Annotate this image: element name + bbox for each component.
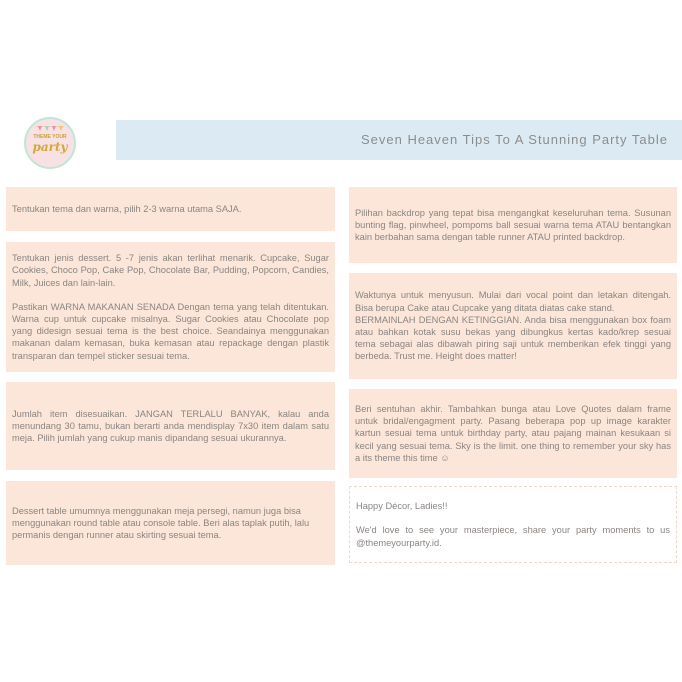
logo-text-small: THEME YOUR	[33, 134, 67, 140]
tip-text: Tentukan jenis dessert. 5 -7 jenis akan terlihat menarik. Cupcake, Sugar Cookies, Choco Pop, Cake Pop, Chocolate Bar, Pudding, Popcorn, Candies, Milk, Juices dan lain-lain.	[12, 253, 329, 288]
closing-greeting: Happy Décor, Ladies!!	[356, 501, 448, 512]
tip-card	[349, 273, 677, 379]
tip-card	[6, 481, 335, 565]
tip-text: Waktunya untuk menyusun. Mulai dari vocal point dan letakan ditengah. Bisa berupa Cake atau Cupcake yang ditata diatas cake stand.	[355, 290, 671, 313]
title-banner	[116, 120, 682, 160]
logo-text-party: party	[32, 140, 68, 154]
page-title: Seven Heaven Tips To A Stunning Party Table	[360, 132, 668, 147]
tip-text: Dessert table umumnya menggunakan meja persegi, namun juga bisa menggunakan round table atau console table. Beri alas taplak putih, lalu permanis dengan runner atau skirting sesuai tema.	[12, 505, 310, 541]
tip-text: Pilihan backdrop yang tepat bisa mengangkat keseluruhan tema. Susunan bunting flag, pinwheel, pompoms ball sesuai warna tema ATAU bentangkan kain berbahan sama dengan table runner ATAU printed backdrop.	[355, 207, 671, 243]
brand-logo	[24, 117, 76, 169]
tip-card	[349, 187, 677, 263]
tip-card	[6, 242, 335, 372]
closing-message: We'd love to see your masterpiece, share your party moments to us @themeyourparty.id.	[356, 525, 670, 548]
tip-text: Jumlah item disesuaikan. JANGAN TERLALU BANYAK, kalau anda menundang 30 tamu, bukan berarti anda mendisplay 7x30 item dalam satu meja. Pilih jumlah yang cukup manis dipandang sesuai ukurannya.	[12, 408, 329, 444]
tip-text: Tentukan tema dan warna, pilih 2-3 warna utama SAJA.	[12, 203, 242, 214]
bunting-flags-icon	[36, 126, 64, 132]
tip-card	[6, 382, 335, 470]
tip-text: BERMAINLAH DENGAN KETINGGIAN. Anda bisa menggunakan box foam atau bahkan kotak susu bekas yang dibungkus kertas kado/krep sesuai tema sebagai alas dibawah piring saji untuk memberikan efek tinggi yang berbeda. Trust me. Height does matter!	[355, 314, 671, 362]
tip-card	[6, 187, 335, 231]
closing-card	[349, 486, 677, 563]
tip-text: Pastikan WARNA MAKANAN SENADA Dengan tema yang telah ditentukan. Warna cup untuk cupcake misalnya. Sugar Cookies atau Chocolate pop yang didesign sesuai tema is the best choice. Seandainya menggunakan makanan dalam kemasan, buka kemasan atau repackage dengan plastik transparan dan tempel sticker sesuai tema.	[12, 301, 329, 361]
tip-card	[349, 389, 677, 478]
tip-text: Beri sentuhan akhir. Tambahkan bunga atau Love Quotes dalam frame untuk bridal/engagment party. Pasang beberapa pop up image karakter kartun sesuai tema untuk birthday party, atau pajang mainan kesukaan si kecil yang sesuai tema. Sky is the limit. one thing to remember your sky has a its theme this time ☺	[355, 403, 671, 463]
